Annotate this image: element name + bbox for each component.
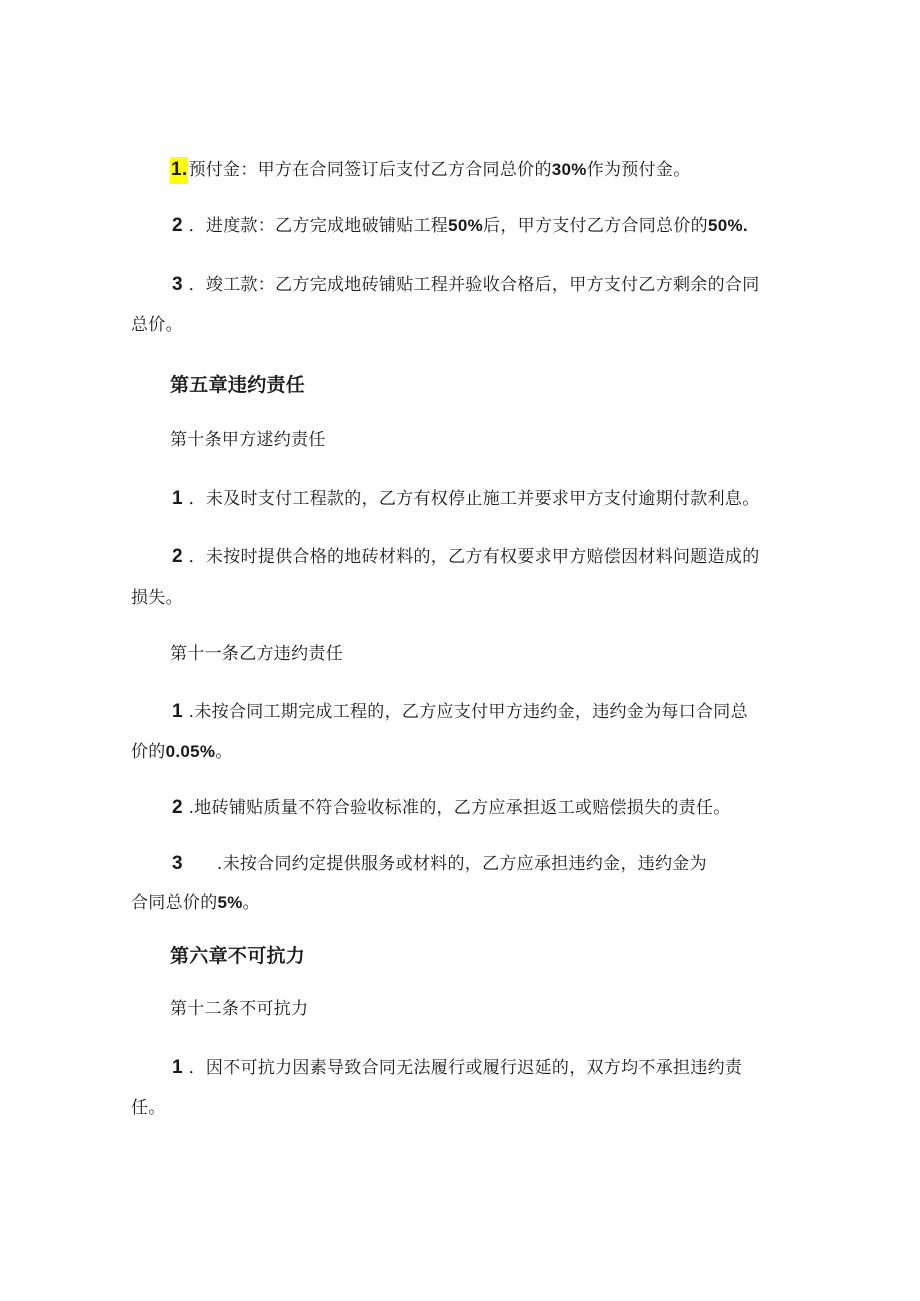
article12-item-1-cont <box>131 1093 166 1123</box>
item-text: 价的 <box>131 742 166 762</box>
item-text: 。 <box>242 893 260 913</box>
percent-value: 30% <box>551 160 587 179</box>
payment-item-2 <box>172 211 748 241</box>
article11-item-1-cont <box>131 737 233 767</box>
item-number: 1 <box>172 701 183 722</box>
item-number: 1. <box>170 157 188 184</box>
article11-item-2 <box>172 793 731 823</box>
item-text: ．竣工款：乙方完成地砖铺贴工程并验收合格后，甲方支付乙方剩余的合同 <box>188 275 760 295</box>
item-text: ．进度款：乙方完成地破铺贴工程 <box>188 216 449 236</box>
article-title: 第十一条乙方违约责任 <box>170 644 343 664</box>
item-text: .未按合同约定提供服务或材料的，乙方应承担违约金，违约金为 <box>216 854 707 874</box>
article11-item-3 <box>172 849 707 879</box>
item-text: ．未及时支付工程款的，乙方有权停止施工并要求甲方支付逾期付款利息。 <box>188 489 760 509</box>
article-title: 第十二条不可抗力 <box>170 999 309 1019</box>
item-text: ．因不可抗力因素导致合同无法履行或履行迟延的，双方均不承担违约责 <box>188 1058 743 1078</box>
item-text: .未按合同工期完成工程的，乙方应支付甲方违约金，违约金为每口合同总 <box>188 702 748 722</box>
article10-item-2-cont <box>131 583 183 613</box>
chapter-title: 第五章违约责任 <box>170 374 306 396</box>
item-text: 作为预付金。 <box>586 160 691 180</box>
item-number: 3 <box>172 853 183 874</box>
percent-value: 0.05% <box>165 742 216 761</box>
item-text: 预付金：甲方在合同签订后支付乙方合同总价的 <box>188 160 552 180</box>
article10-item-1 <box>172 484 760 514</box>
item-number: 2 <box>172 546 183 567</box>
item-text: 后，甲方支付乙方合同总价的 <box>483 216 708 236</box>
item-number: 3 <box>172 274 183 295</box>
article11-item-3-cont <box>131 888 260 918</box>
payment-item-1 <box>170 155 691 185</box>
chapter-title: 第六章不可抗力 <box>170 945 306 967</box>
article-title: 第十条甲方逑约责任 <box>170 430 326 450</box>
item-text: 损失。 <box>131 588 183 608</box>
payment-item-3 <box>172 270 760 300</box>
item-text: 总价。 <box>131 315 183 335</box>
percent-value: 50%. <box>707 216 748 235</box>
article10-item-2 <box>172 542 760 572</box>
payment-item-3-cont <box>131 310 183 340</box>
article12-item-1 <box>172 1053 742 1083</box>
item-number: 1 <box>172 488 183 509</box>
item-text: .地砖铺贴质量不符合验收标准的，乙方应承担返工或赔偿损失的责任。 <box>188 798 731 818</box>
item-text: 合同总价的 <box>131 893 218 913</box>
item-text: ．未按时提供合格的地砖材料的，乙方有权要求甲方赔偿因材料问题造成的 <box>188 547 760 567</box>
item-number: 1 <box>172 1057 183 1078</box>
percent-value: 5% <box>217 893 243 912</box>
item-text: 任。 <box>131 1098 166 1118</box>
item-number: 2 <box>172 215 183 236</box>
item-text: 。 <box>215 742 233 762</box>
article11-item-1 <box>172 697 748 727</box>
percent-value: 50% <box>448 216 484 235</box>
item-number: 2 <box>172 797 183 818</box>
